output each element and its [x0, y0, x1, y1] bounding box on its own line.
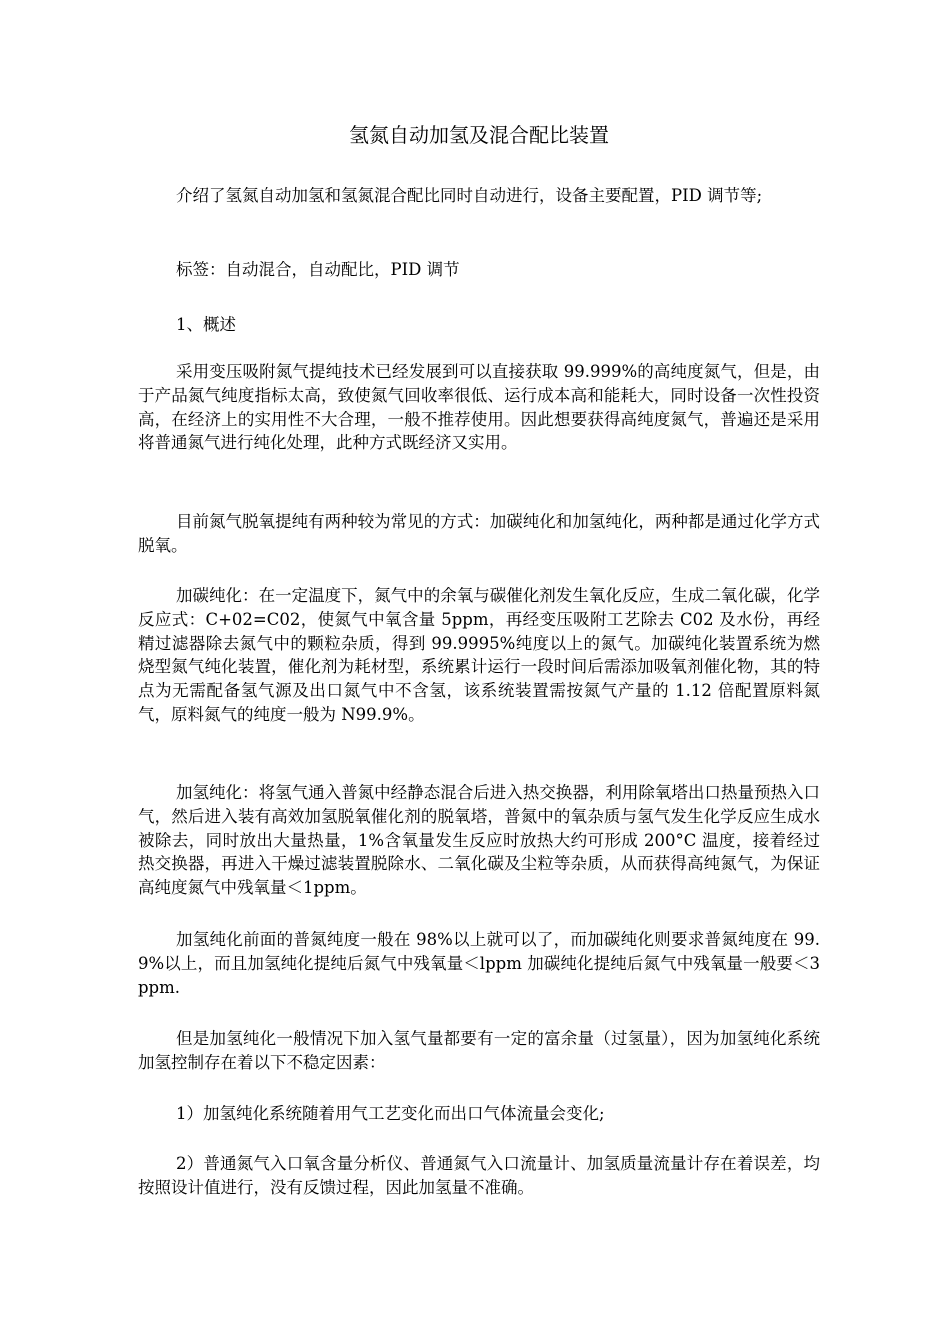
paragraph-deoxygenation-methods: 目前氮气脱氧提纯有两种较为常见的方式：加碳纯化和加氢纯化，两种都是通过化学方式脱氧。 [138, 512, 820, 555]
section-heading-overview: 1、概述 [176, 315, 236, 334]
list-item-2: 2）普通氮气入口氧含量分析仪、普通氮气入口流量计、加氢质量流量计存在着误差，均按照设计值进行，没有反馈过程，因此加氢量不准确。 [138, 1154, 820, 1197]
intro-paragraph: 介绍了氢氮自动加氢和氢氮混合配比同时自动进行，设备主要配置，PID 调节等; [176, 186, 763, 205]
paragraph-psa-nitrogen: 采用变压吸附氮气提纯技术已经发展到可以直接获取 99.999%的高纯度氮气，但是，由于产品氮气纯度指标太高，致使氮气回收率很低、运行成本高和能耗大，同时设备一次性投资高，在经济上的实用性不大合理，一般不推荐使用。因此想要获得高纯度氮气，普遍还是采用将普通氮气进行纯化处理，此种方式既经济又实用。 [138, 362, 820, 453]
list-item-1: 1）加氢纯化系统随着用气工艺变化而出口气体流量会变化; [176, 1104, 605, 1123]
tags-paragraph: 标签：自动混合，自动配比，PID 调节 [176, 260, 460, 279]
paragraph-purity-comparison: 加氢纯化前面的普氮纯度一般在 98%以上就可以了，而加碳纯化则要求普氮纯度在 99.9%以上，而且加氢纯化提纯后氮气中残氧量＜lppm 加碳纯化提纯后氮气中残氧量一般要＜3ppm. [138, 930, 820, 997]
paragraph-carbon-purification: 加碳纯化：在一定温度下，氮气中的余氧与碳催化剂发生氧化反应，生成二氧化碳，化学反应式：C+02=C02，使氮气中氧含量 5ppm，再经变压吸附工艺除去 C02 及水份，再经精过滤器除去氮气中的颗粒杂质，得到 99.9995%纯度以上的氮气。加碳纯化装置系统为燃烧型氮气纯化装置，催化剂为耗材型，系统累计运行一段时间后需添加吸氧剂催化物，其的特点为无需配备氢气源及出口氮气中不含氢，该系统装置需按氮气产量的 1.12 倍配置原料氮气，原料氮气的纯度一般为 N99.9%。 [138, 586, 820, 724]
document-title: 氢氮自动加氢及混合配比装置 [349, 123, 609, 147]
paragraph-hydrogen-purification: 加氢纯化：将氢气通入普氮中经静态混合后进入热交换器，利用除氧塔出口热量预热入口气，然后进入装有高效加氢脱氧催化剂的脱氧塔，普氮中的氧杂质与氢气发生化学反应生成水被除去，同时放出大量热量，1%含氧量发生反应时放热大约可形成 200°C 温度，接着经过热交换器，再进入干燥过滤装置脱除水、二氧化碳及尘粒等杂质，从而获得高纯氮气，为保证高纯度氮气中残氧量＜1ppm。 [138, 783, 820, 898]
paragraph-excess-hydrogen: 但是加氢纯化一般情况下加入氢气量都要有一定的富余量（过氢量），因为加氢纯化系统加氢控制存在着以下不稳定因素： [138, 1029, 820, 1072]
